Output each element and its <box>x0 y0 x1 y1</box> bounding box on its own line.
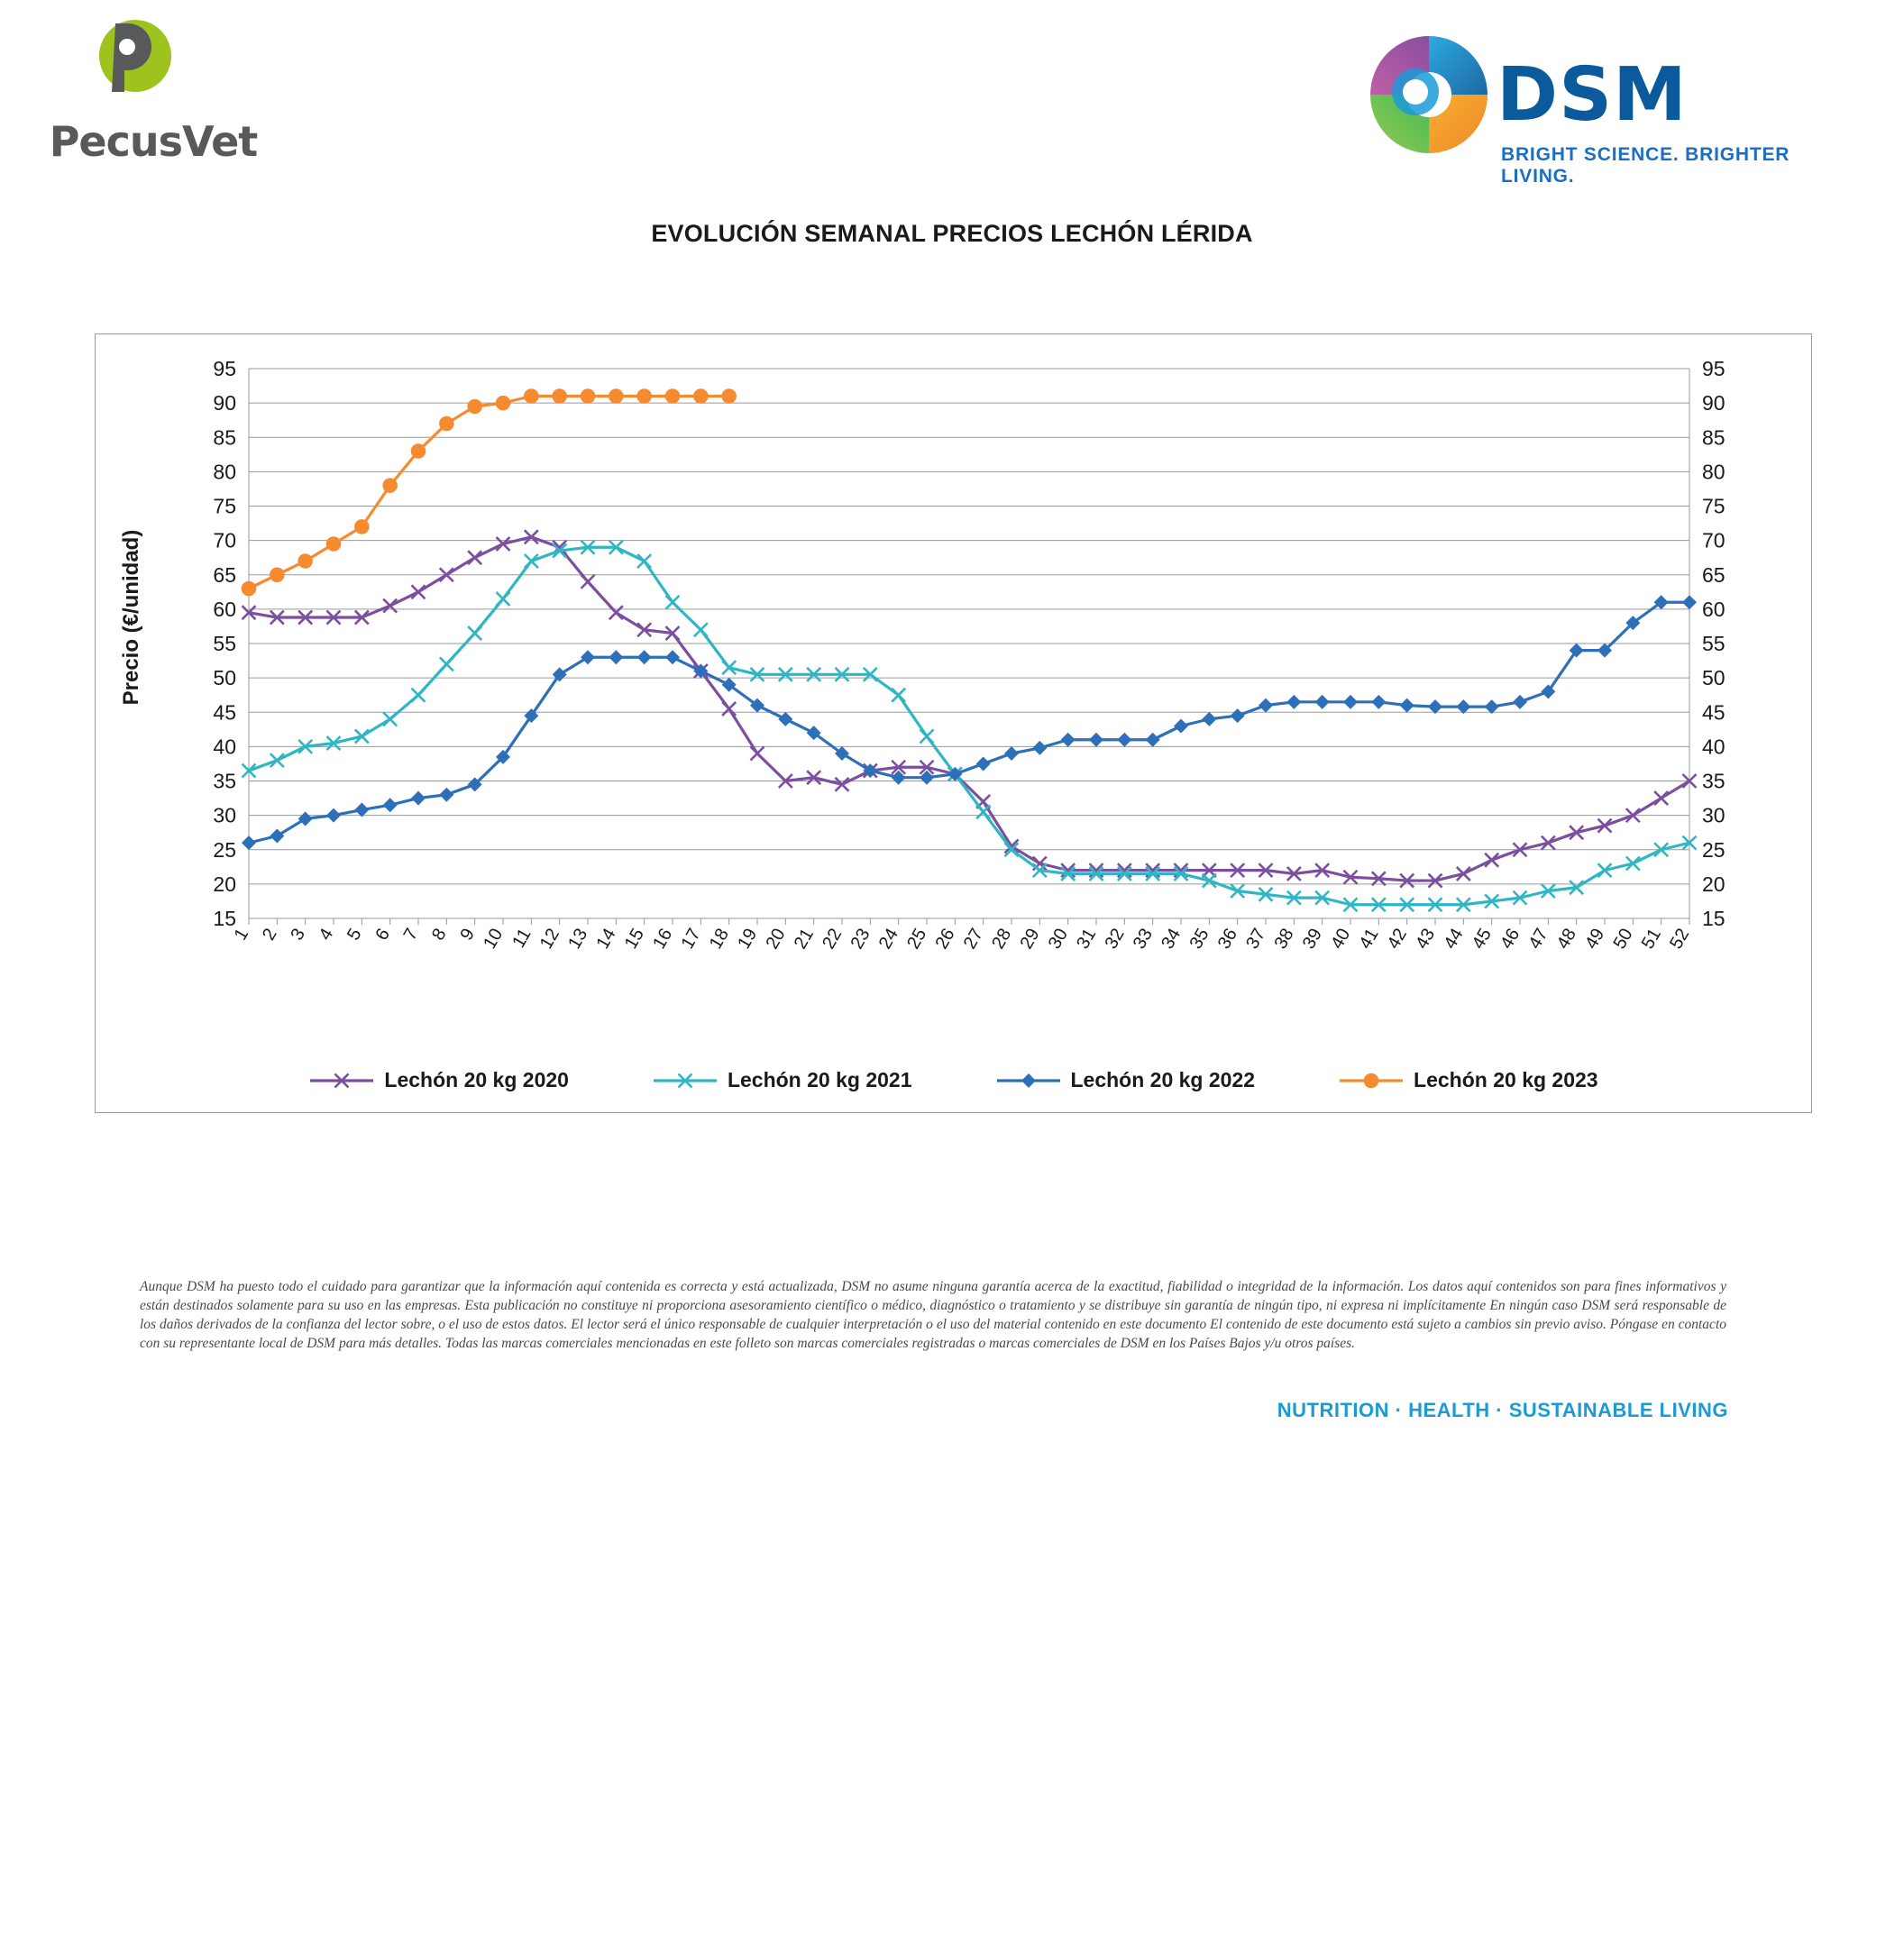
svg-text:24: 24 <box>874 925 902 953</box>
svg-text:51: 51 <box>1637 925 1665 953</box>
svg-text:50: 50 <box>1609 925 1637 953</box>
pecusvet-wordmark: PecusVet <box>49 117 258 166</box>
svg-text:50: 50 <box>213 666 236 690</box>
dsm-mark-icon <box>1361 27 1497 162</box>
svg-text:20: 20 <box>762 925 790 953</box>
svg-text:85: 85 <box>1702 425 1726 450</box>
chart-container <box>95 333 1812 1113</box>
svg-text:11: 11 <box>508 925 536 952</box>
svg-text:41: 41 <box>1355 925 1383 953</box>
svg-text:23: 23 <box>847 925 874 953</box>
svg-text:60: 60 <box>213 597 236 621</box>
chart-legend <box>96 1068 1811 1092</box>
svg-text:15: 15 <box>620 925 648 953</box>
svg-text:43: 43 <box>1412 925 1440 953</box>
svg-text:70: 70 <box>1702 528 1726 552</box>
svg-text:30: 30 <box>1702 803 1726 827</box>
pecusvet-mark-icon <box>79 13 178 112</box>
svg-text:8: 8 <box>428 925 451 945</box>
svg-text:40: 40 <box>1327 925 1355 953</box>
svg-text:15: 15 <box>1702 907 1726 930</box>
svg-text:10: 10 <box>480 925 508 953</box>
svg-text:21: 21 <box>790 925 818 953</box>
svg-text:95: 95 <box>1702 357 1726 380</box>
dsm-wordmark: DSM <box>1497 52 1688 138</box>
svg-text:30: 30 <box>213 803 236 827</box>
pecusvet-logo <box>36 13 270 166</box>
svg-text:35: 35 <box>1702 769 1726 793</box>
svg-text:45: 45 <box>1702 700 1726 725</box>
svg-text:55: 55 <box>213 632 236 655</box>
svg-text:15: 15 <box>213 907 236 930</box>
svg-text:33: 33 <box>1129 925 1157 953</box>
svg-text:75: 75 <box>1702 494 1726 518</box>
svg-text:40: 40 <box>213 735 236 759</box>
svg-text:32: 32 <box>1101 925 1129 953</box>
svg-text:38: 38 <box>1270 925 1298 953</box>
svg-text:19: 19 <box>734 925 762 953</box>
legend-item[interactable] <box>652 1068 912 1092</box>
svg-text:49: 49 <box>1581 925 1609 953</box>
dsm-tagline: BRIGHT SCIENCE. BRIGHTER LIVING. <box>1501 144 1790 187</box>
svg-text:40: 40 <box>1702 735 1726 759</box>
svg-text:22: 22 <box>819 925 847 953</box>
svg-text:3: 3 <box>287 925 309 945</box>
legend-label: Lechón 20 kg 2022 <box>1070 1068 1256 1091</box>
svg-text:13: 13 <box>564 925 592 953</box>
svg-text:1: 1 <box>230 925 253 945</box>
svg-text:90: 90 <box>213 391 236 415</box>
svg-text:34: 34 <box>1158 925 1185 953</box>
y-axis-title: Precio (€/unidad) <box>119 529 143 706</box>
line-chart-svg <box>96 334 1811 1019</box>
svg-text:35: 35 <box>213 769 236 793</box>
svg-text:31: 31 <box>1073 925 1101 953</box>
plot-area <box>96 334 1811 1112</box>
chart-title: EVOLUCIÓN SEMANAL PRECIOS LECHÓN LÉRIDA <box>651 220 1253 247</box>
svg-text:2: 2 <box>259 925 281 945</box>
dsm-logo <box>1361 27 1830 189</box>
svg-text:47: 47 <box>1524 925 1552 953</box>
legend-swatch-icon <box>1338 1069 1405 1092</box>
svg-text:25: 25 <box>213 837 236 862</box>
svg-text:29: 29 <box>1016 925 1044 953</box>
svg-text:4: 4 <box>315 925 338 945</box>
svg-text:14: 14 <box>592 925 620 953</box>
svg-text:6: 6 <box>371 925 394 945</box>
svg-text:20: 20 <box>1702 872 1726 896</box>
nutrition-strip: NUTRITION · HEALTH · SUSTAINABLE LIVING <box>1277 1399 1728 1421</box>
svg-text:26: 26 <box>931 925 959 953</box>
legend-swatch-icon <box>995 1069 1062 1092</box>
svg-text:45: 45 <box>213 700 236 725</box>
svg-text:5: 5 <box>343 925 366 945</box>
legend-item[interactable] <box>308 1068 569 1092</box>
svg-text:75: 75 <box>213 494 236 518</box>
svg-text:90: 90 <box>1702 391 1726 415</box>
legend-label: Lechón 20 kg 2020 <box>384 1068 569 1091</box>
svg-text:65: 65 <box>213 562 236 587</box>
svg-text:30: 30 <box>1044 925 1072 953</box>
legend-label: Lechón 20 kg 2023 <box>1414 1068 1598 1091</box>
svg-text:27: 27 <box>959 925 987 953</box>
svg-text:52: 52 <box>1666 925 1694 953</box>
svg-text:28: 28 <box>988 925 1016 953</box>
svg-text:60: 60 <box>1702 597 1726 621</box>
svg-text:44: 44 <box>1440 925 1468 953</box>
svg-text:50: 50 <box>1702 666 1726 690</box>
svg-text:16: 16 <box>649 925 677 953</box>
svg-text:7: 7 <box>399 925 423 945</box>
svg-text:39: 39 <box>1298 925 1326 953</box>
svg-text:36: 36 <box>1213 925 1241 953</box>
svg-text:65: 65 <box>1702 562 1726 587</box>
svg-text:95: 95 <box>213 357 236 380</box>
legend-label: Lechón 20 kg 2021 <box>727 1068 912 1091</box>
svg-text:9: 9 <box>456 925 479 945</box>
svg-text:25: 25 <box>903 925 931 953</box>
svg-text:12: 12 <box>536 925 563 953</box>
svg-text:46: 46 <box>1497 925 1524 953</box>
page-header <box>0 0 1904 216</box>
svg-text:35: 35 <box>1185 925 1213 953</box>
disclaimer-text: Aunque DSM ha puesto todo el cuidado para garantizar que la información aquí contenida es correcta y está actualizada, DSM no asume ninguna garantía acerca de la exactitud, fiabilidad o integridad de la información. Los datos aquí contenidos son para fines informativos y están destinados solamente para su uso en las empresas. Esta publicación no constituye ni proporciona asesoramiento científico o médico, diagnóstico o tratamiento y se distribuye sin garantía de ningún tipo, ni expresa ni implícitamente En ningún caso DSM será responsable de los daños derivados de la confianza del lector sobre, o el uso de estos datos. El lector será el único responsable de cualquier interpretación o el uso del material contenido en este documento El contenido de este documento está sujeto a cambios sin previo aviso. Póngase en contacto con su representante local de DSM para más detalles. Todas las marcas comerciales mencionadas en este folleto son marcas comerciales registradas o marcas comerciales de DSM en los Países Bajos y/u otros países. <box>140 1279 1726 1351</box>
svg-text:37: 37 <box>1242 925 1270 953</box>
legend-swatch-icon <box>308 1069 375 1092</box>
legend-item[interactable] <box>1338 1068 1598 1092</box>
svg-text:70: 70 <box>213 528 236 552</box>
svg-text:85: 85 <box>213 425 236 450</box>
svg-text:80: 80 <box>213 460 236 484</box>
svg-text:55: 55 <box>1702 632 1726 655</box>
legend-item[interactable] <box>995 1068 1256 1092</box>
svg-text:18: 18 <box>705 925 733 953</box>
svg-text:17: 17 <box>677 925 705 953</box>
svg-text:20: 20 <box>213 872 236 896</box>
svg-text:25: 25 <box>1702 837 1726 862</box>
legend-swatch-icon <box>652 1069 719 1092</box>
svg-text:80: 80 <box>1702 460 1726 484</box>
svg-text:48: 48 <box>1552 925 1580 953</box>
svg-text:45: 45 <box>1468 925 1496 953</box>
svg-text:42: 42 <box>1383 925 1411 953</box>
